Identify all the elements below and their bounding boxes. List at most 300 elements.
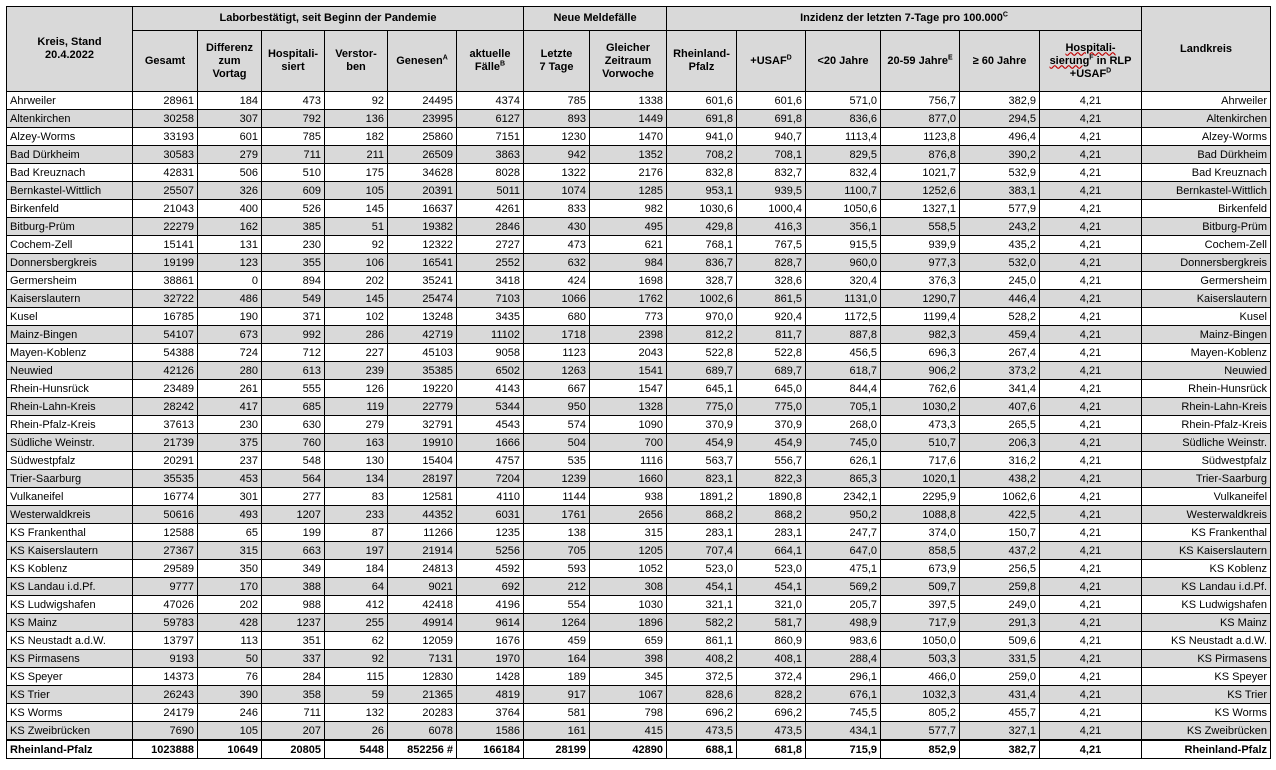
header-hosp-line3: +USAF xyxy=(1069,67,1107,80)
cell-inzidenz-under-20: 960,0 xyxy=(806,254,881,272)
cell-inzidenz-over-60: 446,4 xyxy=(960,290,1040,308)
cell-aktuelle-faelle: 1676 xyxy=(457,632,524,650)
cell-aktuelle-faelle: 1666 xyxy=(457,434,524,452)
cell-verstorben: 92 xyxy=(325,92,388,110)
cell-hospitalisierung: 4,21 xyxy=(1040,362,1142,380)
cell-inzidenz-usaf: 408,1 xyxy=(737,650,806,668)
cell-inzidenz-under-20: 1131,0 xyxy=(806,290,881,308)
cell-landkreis: KS Worms xyxy=(1142,704,1271,722)
cell-gesamt: 21739 xyxy=(133,434,198,452)
cell-aktuelle-faelle: 4757 xyxy=(457,452,524,470)
cell-gleicher-zeitraum-vorwoche: 1352 xyxy=(590,146,667,164)
cell-inzidenz-rlp: 861,1 xyxy=(667,632,737,650)
cell-hospitalisierung: 4,21 xyxy=(1040,236,1142,254)
cell-verstorben: 286 xyxy=(325,326,388,344)
cell-gesamt: 24179 xyxy=(133,704,198,722)
cell-landkreis: KS Trier xyxy=(1142,686,1271,704)
cell-inzidenz-usaf: 811,7 xyxy=(737,326,806,344)
cell-aktuelle-faelle: 4819 xyxy=(457,686,524,704)
cell-inzidenz-over-60: 382,7 xyxy=(960,740,1040,759)
table-row xyxy=(7,272,1271,290)
cell-inzidenz-20-59: 397,5 xyxy=(881,596,960,614)
cell-gesamt: 50616 xyxy=(133,506,198,524)
cell-verstorben: 182 xyxy=(325,128,388,146)
cell-kreis: Alzey-Worms xyxy=(7,128,133,146)
cell-kreis: KS Trier xyxy=(7,686,133,704)
cell-aktuelle-faelle: 4110 xyxy=(457,488,524,506)
cell-inzidenz-20-59: 673,9 xyxy=(881,560,960,578)
cell-landkreis: Kusel xyxy=(1142,308,1271,326)
cell-genesen: 45103 xyxy=(388,344,457,362)
cell-differenz: 184 xyxy=(198,92,262,110)
cell-genesen: 15404 xyxy=(388,452,457,470)
cell-gesamt: 32722 xyxy=(133,290,198,308)
cell-gesamt: 16785 xyxy=(133,308,198,326)
cell-inzidenz-20-59: 1252,6 xyxy=(881,182,960,200)
cell-hospitalisiert: 355 xyxy=(262,254,325,272)
table-row xyxy=(7,614,1271,632)
cell-landkreis: Rhein-Pfalz-Kreis xyxy=(1142,416,1271,434)
cell-aktuelle-faelle: 1428 xyxy=(457,668,524,686)
cell-letzte-7-tage: 459 xyxy=(524,632,590,650)
cell-gleicher-zeitraum-vorwoche: 1030 xyxy=(590,596,667,614)
cell-inzidenz-20-59: 376,3 xyxy=(881,272,960,290)
cell-letzte-7-tage: 430 xyxy=(524,218,590,236)
cell-genesen: 11266 xyxy=(388,524,457,542)
cell-kreis: Mainz-Bingen xyxy=(7,326,133,344)
cell-inzidenz-over-60: 407,6 xyxy=(960,398,1040,416)
cell-hospitalisierung: 4,21 xyxy=(1040,722,1142,741)
cell-aktuelle-faelle: 8028 xyxy=(457,164,524,182)
cell-inzidenz-usaf: 939,5 xyxy=(737,182,806,200)
header-aktuelle-line1: aktuelle xyxy=(469,48,511,60)
cell-hospitalisiert: 473 xyxy=(262,92,325,110)
cell-inzidenz-rlp: 768,1 xyxy=(667,236,737,254)
cell-inzidenz-under-20: 1172,5 xyxy=(806,308,881,326)
cell-gleicher-zeitraum-vorwoche: 495 xyxy=(590,218,667,236)
cell-inzidenz-over-60: 331,5 xyxy=(960,650,1040,668)
cell-differenz: 301 xyxy=(198,488,262,506)
cell-kreis: KS Koblenz xyxy=(7,560,133,578)
footnote-marker: D xyxy=(786,53,792,61)
cell-inzidenz-under-20: 475,1 xyxy=(806,560,881,578)
cell-gleicher-zeitraum-vorwoche: 2176 xyxy=(590,164,667,182)
header-letzte-line2: 7 Tage xyxy=(539,61,574,73)
cell-inzidenz-20-59: 852,9 xyxy=(881,740,960,759)
cell-verstorben: 279 xyxy=(325,416,388,434)
header-hosp-line1: Hospitali- xyxy=(1065,41,1116,54)
cell-kreis: Trier-Saarburg xyxy=(7,470,133,488)
cell-hospitalisierung: 4,21 xyxy=(1040,560,1142,578)
cell-gesamt: 42831 xyxy=(133,164,198,182)
cell-gesamt: 15141 xyxy=(133,236,198,254)
covid-table-container xyxy=(6,6,1271,759)
cell-landkreis: Südwestpfalz xyxy=(1142,452,1271,470)
cell-gleicher-zeitraum-vorwoche: 1338 xyxy=(590,92,667,110)
cell-differenz: 246 xyxy=(198,704,262,722)
cell-gesamt: 22279 xyxy=(133,218,198,236)
cell-verstorben: 163 xyxy=(325,434,388,452)
table-row xyxy=(7,146,1271,164)
cell-inzidenz-over-60: 528,2 xyxy=(960,308,1040,326)
cell-aktuelle-faelle: 3435 xyxy=(457,308,524,326)
cell-verstorben: 62 xyxy=(325,632,388,650)
table-row xyxy=(7,506,1271,524)
cell-letzte-7-tage: 893 xyxy=(524,110,590,128)
cell-hospitalisierung: 4,21 xyxy=(1040,614,1142,632)
cell-gesamt: 37613 xyxy=(133,416,198,434)
cell-inzidenz-usaf: 1890,8 xyxy=(737,488,806,506)
cell-letzte-7-tage: 574 xyxy=(524,416,590,434)
header-hospitalisiert-line2: siert xyxy=(281,61,305,73)
cell-inzidenz-over-60: 532,9 xyxy=(960,164,1040,182)
cell-gesamt: 20291 xyxy=(133,452,198,470)
footnote-marker: A xyxy=(442,53,448,61)
cell-hospitalisierung: 4,21 xyxy=(1040,686,1142,704)
cell-hospitalisiert: 609 xyxy=(262,182,325,200)
cell-genesen: 42418 xyxy=(388,596,457,614)
header-differenz xyxy=(198,31,262,92)
cell-inzidenz-usaf: 328,6 xyxy=(737,272,806,290)
cell-letzte-7-tage: 632 xyxy=(524,254,590,272)
cell-landkreis: KS Koblenz xyxy=(1142,560,1271,578)
table-row xyxy=(7,434,1271,452)
cell-differenz: 10649 xyxy=(198,740,262,759)
cell-inzidenz-under-20: 356,1 xyxy=(806,218,881,236)
table-row xyxy=(7,326,1271,344)
cell-landkreis: Bitburg-Prüm xyxy=(1142,218,1271,236)
cell-aktuelle-faelle: 7103 xyxy=(457,290,524,308)
header-kreis-stand xyxy=(7,7,133,92)
cell-inzidenz-rlp: 828,6 xyxy=(667,686,737,704)
cell-aktuelle-faelle: 11102 xyxy=(457,326,524,344)
cell-landkreis: Mayen-Koblenz xyxy=(1142,344,1271,362)
cell-landkreis: Trier-Saarburg xyxy=(1142,470,1271,488)
cell-inzidenz-rlp: 689,7 xyxy=(667,362,737,380)
cell-inzidenz-rlp: 868,2 xyxy=(667,506,737,524)
header-hosp-line2b: in RLP xyxy=(1093,54,1132,67)
cell-inzidenz-usaf: 664,1 xyxy=(737,542,806,560)
cell-verstorben: 105 xyxy=(325,182,388,200)
cell-aktuelle-faelle: 6127 xyxy=(457,110,524,128)
header-aktuelle-faelle xyxy=(457,31,524,92)
table-row xyxy=(7,308,1271,326)
cell-differenz: 170 xyxy=(198,578,262,596)
header-over-60: ≥ 60 Jahre xyxy=(960,31,1040,92)
cell-inzidenz-rlp: 454,1 xyxy=(667,578,737,596)
table-row xyxy=(7,380,1271,398)
cell-verstorben: 64 xyxy=(325,578,388,596)
cell-hospitalisiert: 351 xyxy=(262,632,325,650)
cell-landkreis: Westerwaldkreis xyxy=(1142,506,1271,524)
cell-gesamt: 28961 xyxy=(133,92,198,110)
cell-inzidenz-over-60: 431,4 xyxy=(960,686,1040,704)
cell-genesen: 7131 xyxy=(388,650,457,668)
cell-inzidenz-20-59: 977,3 xyxy=(881,254,960,272)
cell-letzte-7-tage: 1144 xyxy=(524,488,590,506)
cell-aktuelle-faelle: 9058 xyxy=(457,344,524,362)
cell-inzidenz-20-59: 1030,2 xyxy=(881,398,960,416)
cell-differenz: 400 xyxy=(198,200,262,218)
table-row xyxy=(7,200,1271,218)
cell-letzte-7-tage: 212 xyxy=(524,578,590,596)
cell-gleicher-zeitraum-vorwoche: 700 xyxy=(590,434,667,452)
cell-inzidenz-20-59: 1020,1 xyxy=(881,470,960,488)
cell-gesamt: 30583 xyxy=(133,146,198,164)
cell-gleicher-zeitraum-vorwoche: 1541 xyxy=(590,362,667,380)
cell-differenz: 493 xyxy=(198,506,262,524)
cell-genesen: 852256 # xyxy=(388,740,457,759)
cell-kreis: Germersheim xyxy=(7,272,133,290)
cell-hospitalisierung: 4,21 xyxy=(1040,452,1142,470)
cell-inzidenz-20-59: 1088,8 xyxy=(881,506,960,524)
cell-inzidenz-usaf: 283,1 xyxy=(737,524,806,542)
cell-gesamt: 21043 xyxy=(133,200,198,218)
cell-hospitalisiert: 760 xyxy=(262,434,325,452)
header-under-20: <20 Jahre xyxy=(806,31,881,92)
cell-inzidenz-under-20: 498,9 xyxy=(806,614,881,632)
cell-differenz: 123 xyxy=(198,254,262,272)
cell-hospitalisierung: 4,21 xyxy=(1040,488,1142,506)
cell-inzidenz-usaf: 708,1 xyxy=(737,146,806,164)
covid-statistics-table xyxy=(6,6,1271,759)
cell-hospitalisierung: 4,21 xyxy=(1040,434,1142,452)
cell-inzidenz-over-60: 259,8 xyxy=(960,578,1040,596)
cell-inzidenz-20-59: 876,8 xyxy=(881,146,960,164)
table-body xyxy=(7,92,1271,759)
table-row xyxy=(7,362,1271,380)
table-row xyxy=(7,344,1271,362)
cell-verstorben: 197 xyxy=(325,542,388,560)
cell-hospitalisierung: 4,21 xyxy=(1040,92,1142,110)
cell-gleicher-zeitraum-vorwoche: 42890 xyxy=(590,740,667,759)
cell-kreis: KS Mainz xyxy=(7,614,133,632)
cell-landkreis: Ahrweiler xyxy=(1142,92,1271,110)
cell-gesamt: 16774 xyxy=(133,488,198,506)
cell-hospitalisiert: 712 xyxy=(262,344,325,362)
cell-inzidenz-20-59: 877,0 xyxy=(881,110,960,128)
table-row xyxy=(7,290,1271,308)
cell-gleicher-zeitraum-vorwoche: 659 xyxy=(590,632,667,650)
cell-hospitalisierung: 4,21 xyxy=(1040,308,1142,326)
cell-verstorben: 202 xyxy=(325,272,388,290)
cell-kreis: KS Neustadt a.d.W. xyxy=(7,632,133,650)
cell-inzidenz-usaf: 920,4 xyxy=(737,308,806,326)
cell-inzidenz-20-59: 1327,1 xyxy=(881,200,960,218)
cell-inzidenz-rlp: 454,9 xyxy=(667,434,737,452)
cell-inzidenz-usaf: 828,7 xyxy=(737,254,806,272)
cell-inzidenz-rlp: 582,2 xyxy=(667,614,737,632)
cell-gesamt: 14373 xyxy=(133,668,198,686)
cell-inzidenz-under-20: 915,5 xyxy=(806,236,881,254)
cell-gleicher-zeitraum-vorwoche: 1328 xyxy=(590,398,667,416)
header-verstorben xyxy=(325,31,388,92)
cell-inzidenz-usaf: 696,2 xyxy=(737,704,806,722)
cell-genesen: 22779 xyxy=(388,398,457,416)
header-inzidenz-label: Inzidenz der letzten 7-Tage pro 100.000 xyxy=(800,12,1003,24)
cell-gesamt: 29589 xyxy=(133,560,198,578)
cell-inzidenz-rlp: 372,5 xyxy=(667,668,737,686)
header-hospitalisiert xyxy=(262,31,325,92)
cell-inzidenz-usaf: 832,7 xyxy=(737,164,806,182)
cell-inzidenz-under-20: 715,9 xyxy=(806,740,881,759)
cell-hospitalisiert: 992 xyxy=(262,326,325,344)
cell-inzidenz-20-59: 509,7 xyxy=(881,578,960,596)
cell-aktuelle-faelle: 1970 xyxy=(457,650,524,668)
cell-inzidenz-rlp: 601,6 xyxy=(667,92,737,110)
cell-hospitalisierung: 4,21 xyxy=(1040,398,1142,416)
cell-inzidenz-rlp: 823,1 xyxy=(667,470,737,488)
cell-verstorben: 119 xyxy=(325,398,388,416)
cell-kreis: Rhein-Pfalz-Kreis xyxy=(7,416,133,434)
cell-gesamt: 12588 xyxy=(133,524,198,542)
cell-aktuelle-faelle: 4196 xyxy=(457,596,524,614)
cell-verstorben: 87 xyxy=(325,524,388,542)
cell-hospitalisierung: 4,21 xyxy=(1040,650,1142,668)
cell-verstorben: 145 xyxy=(325,200,388,218)
cell-inzidenz-20-59: 982,3 xyxy=(881,326,960,344)
cell-inzidenz-20-59: 1050,0 xyxy=(881,632,960,650)
cell-letzte-7-tage: 554 xyxy=(524,596,590,614)
cell-inzidenz-under-20: 247,7 xyxy=(806,524,881,542)
cell-verstorben: 412 xyxy=(325,596,388,614)
cell-aktuelle-faelle: 1235 xyxy=(457,524,524,542)
cell-inzidenz-rlp: 688,1 xyxy=(667,740,737,759)
header-differenz-line3: Vortag xyxy=(212,67,247,80)
cell-verstorben: 115 xyxy=(325,668,388,686)
cell-landkreis: Rhein-Lahn-Kreis xyxy=(1142,398,1271,416)
table-row xyxy=(7,218,1271,236)
cell-inzidenz-under-20: 571,0 xyxy=(806,92,881,110)
cell-kreis: KS Kaiserslautern xyxy=(7,542,133,560)
footnote-marker: F xyxy=(1089,53,1094,61)
cell-hospitalisiert: 371 xyxy=(262,308,325,326)
cell-landkreis: KS Landau i.d.Pf. xyxy=(1142,578,1271,596)
header-hospitalisiert-line1: Hospitali- xyxy=(267,48,319,60)
cell-hospitalisierung: 4,21 xyxy=(1040,380,1142,398)
cell-inzidenz-usaf: 581,7 xyxy=(737,614,806,632)
cell-inzidenz-usaf: 1000,4 xyxy=(737,200,806,218)
cell-verstorben: 83 xyxy=(325,488,388,506)
cell-genesen: 28197 xyxy=(388,470,457,488)
cell-gesamt: 9193 xyxy=(133,650,198,668)
cell-gesamt: 35535 xyxy=(133,470,198,488)
cell-hospitalisiert: 613 xyxy=(262,362,325,380)
cell-inzidenz-over-60: 532,0 xyxy=(960,254,1040,272)
cell-genesen: 19382 xyxy=(388,218,457,236)
cell-genesen: 6078 xyxy=(388,722,457,741)
cell-differenz: 105 xyxy=(198,722,262,741)
table-header xyxy=(7,7,1271,92)
cell-kreis: Rhein-Lahn-Kreis xyxy=(7,398,133,416)
cell-landkreis: Alzey-Worms xyxy=(1142,128,1271,146)
cell-gleicher-zeitraum-vorwoche: 308 xyxy=(590,578,667,596)
cell-letzte-7-tage: 1263 xyxy=(524,362,590,380)
cell-aktuelle-faelle: 4374 xyxy=(457,92,524,110)
cell-inzidenz-over-60: 455,7 xyxy=(960,704,1040,722)
footnote-marker: D xyxy=(1106,66,1112,74)
cell-inzidenz-20-59: 717,9 xyxy=(881,614,960,632)
table-row xyxy=(7,524,1271,542)
cell-gleicher-zeitraum-vorwoche: 1698 xyxy=(590,272,667,290)
cell-inzidenz-over-60: 243,2 xyxy=(960,218,1040,236)
cell-landkreis: Südliche Weinstr. xyxy=(1142,434,1271,452)
header-gleicher-line2: Zeitraum xyxy=(604,54,652,67)
cell-inzidenz-over-60: 438,2 xyxy=(960,470,1040,488)
cell-differenz: 724 xyxy=(198,344,262,362)
table-row xyxy=(7,704,1271,722)
cell-inzidenz-usaf: 416,3 xyxy=(737,218,806,236)
cell-differenz: 261 xyxy=(198,380,262,398)
cell-gleicher-zeitraum-vorwoche: 982 xyxy=(590,200,667,218)
header-rlp-line1: Rheinland- xyxy=(673,48,730,60)
cell-landkreis: Bernkastel-Wittlich xyxy=(1142,182,1271,200)
header-gleicher-line3: Vorwoche xyxy=(602,67,654,80)
cell-inzidenz-rlp: 696,2 xyxy=(667,704,737,722)
cell-gleicher-zeitraum-vorwoche: 1660 xyxy=(590,470,667,488)
cell-inzidenz-usaf: 940,7 xyxy=(737,128,806,146)
cell-landkreis: Germersheim xyxy=(1142,272,1271,290)
header-letzte-line1: Letzte xyxy=(540,48,573,60)
cell-landkreis: Donnersbergkreis xyxy=(1142,254,1271,272)
table-row xyxy=(7,668,1271,686)
cell-inzidenz-usaf: 767,5 xyxy=(737,236,806,254)
cell-aktuelle-faelle: 2727 xyxy=(457,236,524,254)
cell-aktuelle-faelle: 5344 xyxy=(457,398,524,416)
cell-gleicher-zeitraum-vorwoche: 773 xyxy=(590,308,667,326)
cell-inzidenz-under-20: 1100,7 xyxy=(806,182,881,200)
cell-differenz: 428 xyxy=(198,614,262,632)
cell-gleicher-zeitraum-vorwoche: 1090 xyxy=(590,416,667,434)
cell-gesamt: 47026 xyxy=(133,596,198,614)
header-genesen-label: Genesen xyxy=(396,54,443,67)
cell-inzidenz-rlp: 370,9 xyxy=(667,416,737,434)
cell-aktuelle-faelle: 6031 xyxy=(457,506,524,524)
cell-kreis: KS Pirmasens xyxy=(7,650,133,668)
cell-verstorben: 134 xyxy=(325,470,388,488)
cell-inzidenz-usaf: 868,2 xyxy=(737,506,806,524)
cell-inzidenz-rlp: 775,0 xyxy=(667,398,737,416)
cell-differenz: 237 xyxy=(198,452,262,470)
cell-differenz: 230 xyxy=(198,416,262,434)
cell-inzidenz-over-60: 496,4 xyxy=(960,128,1040,146)
cell-genesen: 12581 xyxy=(388,488,457,506)
cell-inzidenz-rlp: 832,8 xyxy=(667,164,737,182)
cell-inzidenz-over-60: 435,2 xyxy=(960,236,1040,254)
cell-hospitalisierung: 4,21 xyxy=(1040,146,1142,164)
cell-genesen: 9021 xyxy=(388,578,457,596)
cell-differenz: 76 xyxy=(198,668,262,686)
cell-inzidenz-20-59: 717,6 xyxy=(881,452,960,470)
cell-hospitalisierung: 4,21 xyxy=(1040,740,1142,759)
cell-inzidenz-rlp: 429,8 xyxy=(667,218,737,236)
cell-kreis: KS Frankenthal xyxy=(7,524,133,542)
cell-letzte-7-tage: 667 xyxy=(524,380,590,398)
header-landkreis: Landkreis xyxy=(1142,7,1271,92)
cell-letzte-7-tage: 917 xyxy=(524,686,590,704)
cell-inzidenz-rlp: 1891,2 xyxy=(667,488,737,506)
cell-differenz: 390 xyxy=(198,686,262,704)
cell-gesamt: 13797 xyxy=(133,632,198,650)
cell-inzidenz-under-20: 205,7 xyxy=(806,596,881,614)
cell-kreis: KS Speyer xyxy=(7,668,133,686)
cell-gleicher-zeitraum-vorwoche: 2398 xyxy=(590,326,667,344)
cell-verstorben: 26 xyxy=(325,722,388,741)
cell-kreis: Bad Kreuznach xyxy=(7,164,133,182)
cell-inzidenz-usaf: 370,9 xyxy=(737,416,806,434)
cell-landkreis: Bad Dürkheim xyxy=(1142,146,1271,164)
cell-letzte-7-tage: 950 xyxy=(524,398,590,416)
